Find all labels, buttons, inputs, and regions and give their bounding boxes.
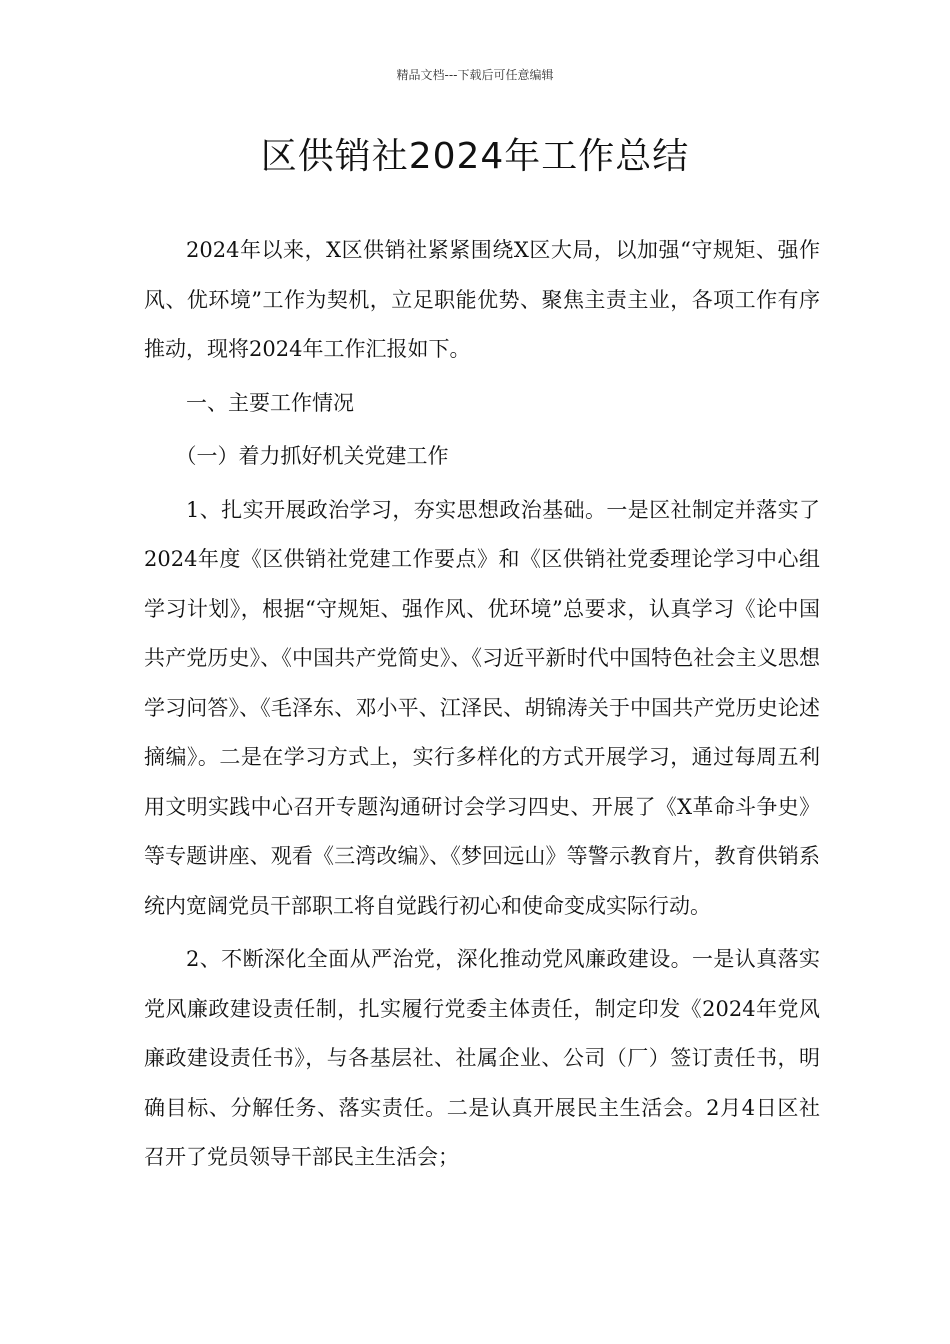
paragraph-intro: 2024年以来，X区供销社紧紧围绕X区大局，以加强“守规矩、强作风、优环境”工作为契机，立足职能优势、聚焦主责主业，各项工作有序推动，现将2024年工作汇报如下。 <box>144 238 820 361</box>
subsection-heading: （一）着力抓好机关党建工作 <box>175 444 449 468</box>
document-body <box>144 226 820 1183</box>
section-heading: 一、主要工作情况 <box>186 390 354 415</box>
header-note: 精品文档---下载后可任意编辑 <box>396 68 554 82</box>
paragraph-item-2: 2、不断深化全面从严治党，深化推动党风廉政建设。一是认真落实党风廉政建设责任制，扎实履行党委主体责任，制定印发《2024年党风廉政建设责任书》，与各基层社、社属企业、公司（厂）签订责任书，明确目标、分解任务、落实责任。二是认真开展民主生活会。2月4日区社召开了党员领导干部民主生活会； <box>144 947 820 1169</box>
page-title: 区供销社2024年工作总结 <box>260 136 690 177</box>
paragraph-item-1: 1、扎实开展政治学习，夯实思想政治基础。一是区社制定并落实了2024年度《区供销社党建工作要点》和《区供销社党委理论学习中心组学习计划》，根据“守规矩、强作风、优环境”总要求，认真学习《论中国共产党历史》、《中国共产党简史》、《习近平新时代中国特色社会主义思想学习问答》、《毛泽东、邓小平、江泽民、胡锦涛关于中国共产党历史论述摘编》。二是在学习方式上，实行多样化的方式开展学习，通过每周五利用文明实践中心召开专题沟通研讨会学习四史、开展了《X革命斗争史》等专题讲座、观看《三湾改编》、《梦回远山》等警示教育片，教育供销系统内宽阔党员干部职工将自觉践行初心和使命变成实际行动。 <box>144 497 820 918</box>
